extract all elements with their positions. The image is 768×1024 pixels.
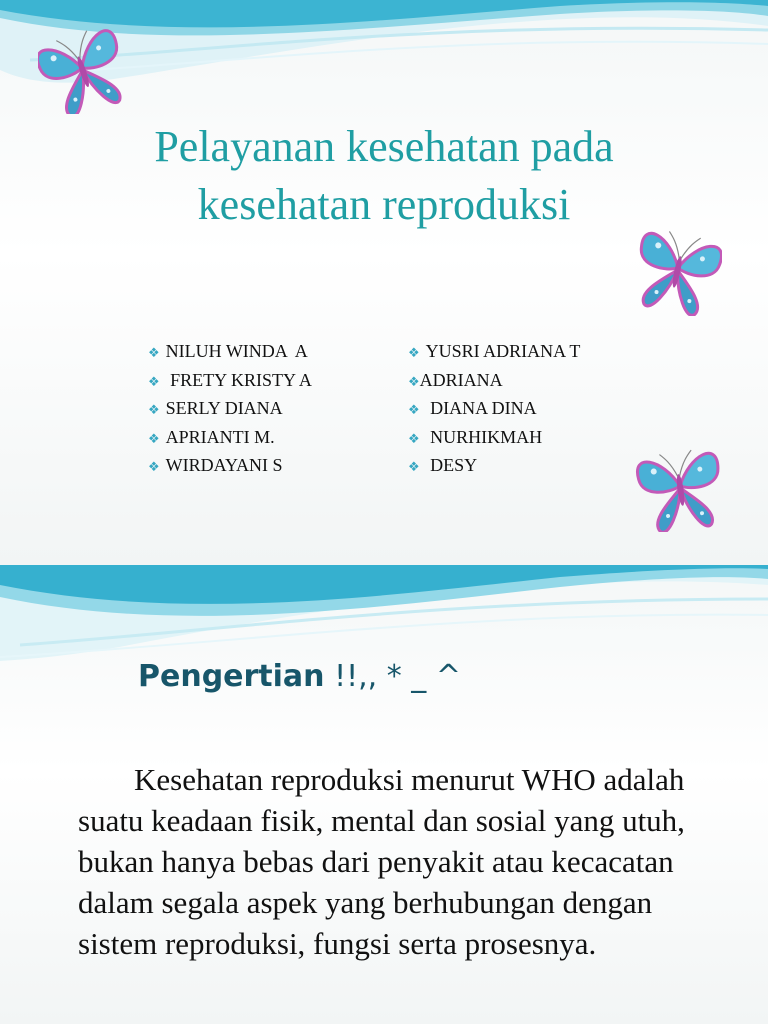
title-line-1: Pelayanan kesehatan pada — [154, 122, 614, 171]
diamond-bullet-icon: ❖ — [408, 430, 420, 446]
diamond-bullet-icon: ❖ — [148, 345, 160, 360]
wave-decoration — [0, 565, 768, 665]
list-item: ❖ WIRDAYANI S — [148, 455, 283, 475]
diamond-bullet-icon: ❖ — [148, 430, 160, 446]
section-heading: Pengertian !!,, * _ ^ — [138, 659, 461, 694]
butterfly-icon — [634, 440, 726, 532]
list-item: ❖ NILUH WINDA A — [148, 341, 308, 361]
list-item: ❖ SERLY DIANA — [148, 398, 283, 418]
diamond-bullet-icon: ❖ — [148, 373, 160, 389]
definition-paragraph: Kesehatan reproduksi menurut WHO adalah suatu keadaan fisik, mental dan sosial yang utuh, bukan hanya bebas dari penyakit atau kecacatan dalam segala aspek yang berhubungan dengan sistem reproduksi, fungsi serta prosesnya. — [78, 762, 685, 961]
butterfly-icon — [632, 226, 722, 316]
diamond-bullet-icon: ❖ — [148, 459, 160, 474]
list-item: ❖ APRIANTI M. — [148, 426, 275, 447]
list-item: ❖ DIANA DINA — [408, 398, 537, 418]
diamond-bullet-icon: ❖ — [408, 402, 420, 417]
title-line-2: kesehatan reproduksi — [197, 180, 571, 229]
list-item: ❖ADRIANA — [408, 369, 503, 390]
diamond-bullet-icon: ❖ — [408, 345, 420, 360]
slide-2 — [0, 565, 768, 1024]
butterfly-icon — [38, 22, 128, 114]
diamond-bullet-icon: ❖ — [408, 459, 420, 474]
member-list-left — [148, 337, 312, 480]
diamond-bullet-icon: ❖ — [148, 402, 160, 417]
member-list-right — [408, 337, 580, 480]
list-item: ❖ NURHIKMAH — [408, 426, 543, 447]
list-item: ❖ FRETY KRISTY A — [148, 369, 312, 390]
slide-title — [70, 118, 698, 234]
list-item: ❖ YUSRI ADRIANA T — [408, 341, 581, 361]
diamond-bullet-icon: ❖ — [408, 373, 420, 389]
list-item: ❖ DESY — [408, 455, 478, 475]
